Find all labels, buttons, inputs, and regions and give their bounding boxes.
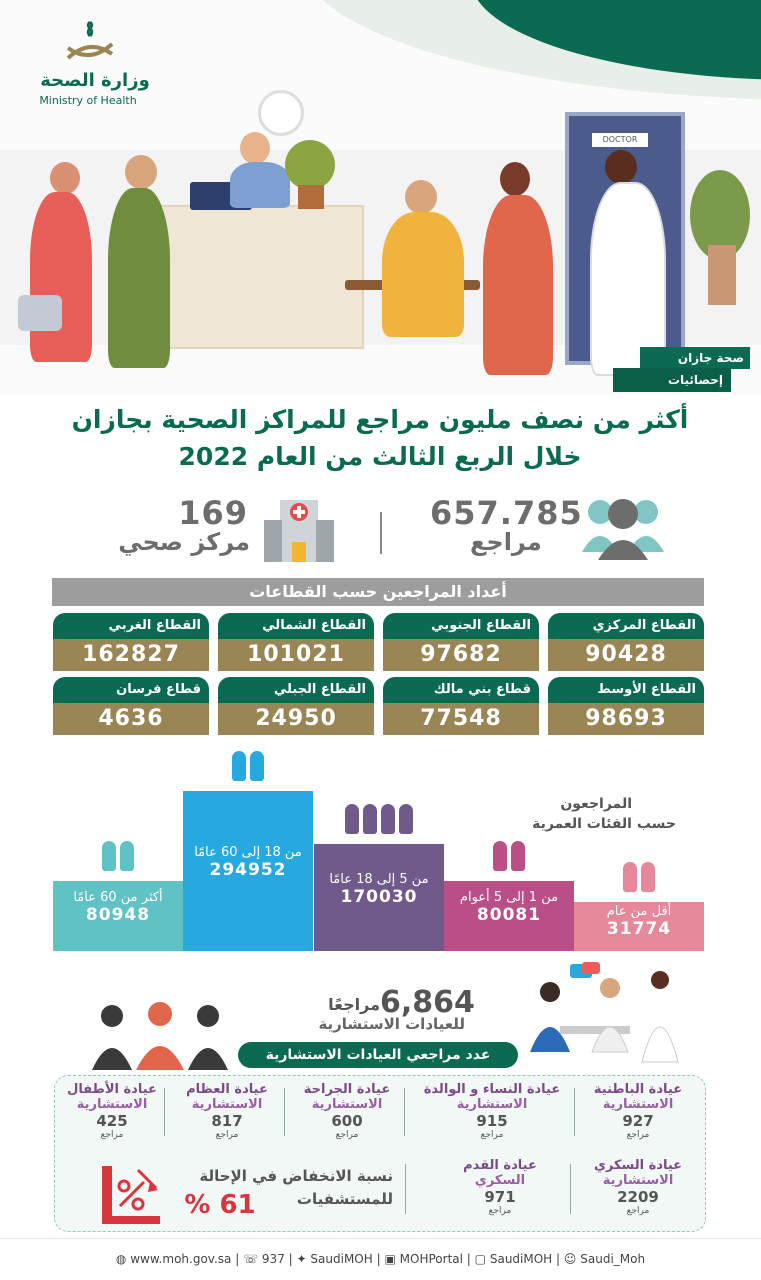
clinic-divider: [404, 1088, 405, 1136]
mother: [500, 162, 530, 196]
sector-value: 162827: [53, 639, 209, 671]
clinic-item: [578, 1158, 698, 1216]
clinic-name: عيادة الجراحة: [303, 1082, 391, 1097]
plant-icon: [285, 140, 335, 190]
sector-value: 97682: [383, 639, 539, 671]
age-group-icon: [53, 841, 183, 875]
sector-label: القطاع المركزي: [548, 613, 704, 639]
clinic-name-2: الاستشارية: [311, 1097, 383, 1112]
clinic-name: عيادة السكري: [593, 1158, 683, 1173]
logo-english: Ministry of Health: [39, 94, 137, 107]
elderly-man: [405, 180, 437, 214]
clinic-unit: مراجع: [480, 1130, 504, 1140]
clinics-section-title: عدد مراجعي العيادات الاستشارية: [238, 1042, 518, 1068]
person-icon: [381, 804, 395, 834]
age-bar: [444, 881, 574, 951]
clinic-divider: [574, 1088, 575, 1136]
person-icon: [363, 804, 377, 834]
portal-icon: ▣: [384, 1252, 396, 1266]
clinic-name-2: الاستشارية: [456, 1097, 528, 1112]
footer-sep: |: [235, 1252, 240, 1266]
plant-pot: [708, 245, 736, 305]
clinic-value: 971: [484, 1188, 516, 1206]
sector-label: قطاع فرسان: [53, 677, 209, 703]
clinic-unit: مراجع: [626, 1130, 650, 1140]
clinic-unit: مراجع: [335, 1130, 359, 1140]
receptionist-body: [230, 162, 290, 208]
age-bar-label: أكثر من 60 عامًا: [73, 890, 163, 905]
clinic-unit: مراجع: [215, 1130, 239, 1140]
clinic-item: [168, 1082, 286, 1140]
door-label: DOCTOR: [592, 133, 648, 147]
footer-portal[interactable]: MOHPortal: [399, 1252, 463, 1266]
clinic-item: [408, 1082, 576, 1140]
clinic-divider: [405, 1164, 406, 1214]
clinic-divider: [164, 1088, 165, 1136]
page-subtitle: خلال الربع الثالث من العام 2022: [178, 442, 582, 471]
clinic-value: 600: [331, 1112, 363, 1130]
clinic-value: 2209: [617, 1188, 659, 1206]
age-bar: [314, 844, 444, 951]
nurse-body: [30, 192, 92, 362]
age-group-icon: [183, 751, 313, 785]
age-bar: [183, 791, 313, 951]
age-bar-value: 31774: [606, 919, 672, 939]
footer-sep: |: [376, 1252, 381, 1266]
sector-value: 90428: [548, 639, 704, 671]
clinic-value: 915: [476, 1112, 508, 1130]
clinic-item: [288, 1082, 406, 1140]
clinic-value: 425: [96, 1112, 128, 1130]
clinic-unit: مراجع: [488, 1206, 512, 1216]
referral-label: نسبة الانخفاض في الإحالة: [199, 1167, 393, 1185]
person-icon: [641, 862, 655, 892]
person-icon: [511, 841, 525, 871]
nurse: [50, 162, 80, 194]
region-tag: صحة جازان: [640, 347, 750, 369]
sector-value: 24950: [218, 703, 374, 735]
age-bar-value: 170030: [340, 887, 418, 907]
sector-label: القطاع الجنوبي: [383, 613, 539, 639]
sector-value: 4636: [53, 703, 209, 735]
hospital-icon: [262, 494, 336, 562]
sector-value: 101021: [218, 639, 374, 671]
stats-divider: [380, 512, 382, 554]
clinic-name: عيادة العظام: [186, 1082, 268, 1097]
clinic-item: [58, 1082, 166, 1140]
mother-body: [483, 195, 553, 375]
footer-twitter[interactable]: SaudiMOH: [310, 1252, 373, 1266]
medical-bag: [18, 295, 62, 331]
person-icon: [102, 841, 116, 871]
age-bar: [574, 902, 704, 951]
clinic-unit: مراجع: [626, 1206, 650, 1216]
sector-value: 98693: [548, 703, 704, 735]
clinic-divider: [284, 1088, 285, 1136]
clinic-name-2: الاستشارية: [191, 1097, 263, 1112]
person-icon: [345, 804, 359, 834]
phone-icon: ☏: [243, 1252, 259, 1266]
globe-icon: ◍: [115, 1252, 127, 1266]
footer-sep: |: [288, 1252, 293, 1266]
receptionist: [240, 132, 270, 164]
sector-label: القطاع الجبلي: [218, 677, 374, 703]
sector-label: قطاع بني مالك: [383, 677, 539, 703]
plant-pot: [298, 185, 324, 209]
sector-label: القطاع الأوسط: [548, 677, 704, 703]
page-title: أكثر من نصف مليون مراجع للمراكز الصحية بجازان: [71, 405, 689, 434]
sector-label: القطاع الشمالي: [218, 613, 374, 639]
person-icon: [250, 751, 264, 781]
clinic-item: [440, 1158, 560, 1216]
reception-desk: [150, 205, 364, 349]
clinic-name-2: السكري: [474, 1173, 526, 1188]
footer-sep: |: [556, 1252, 561, 1266]
footer-phone[interactable]: 937: [261, 1252, 285, 1266]
person-icon: [623, 862, 637, 892]
visitors-icon: [578, 492, 668, 562]
person-icon: [120, 841, 134, 871]
age-bar-value: 80081: [476, 905, 542, 925]
clinic-value: 927: [622, 1112, 654, 1130]
clinic-total-unit: مراجعًا: [328, 995, 380, 1014]
clinic-name: عيادة القدم: [463, 1158, 537, 1173]
clinic-divider: [570, 1164, 571, 1214]
clinic-name-2: الاستشارية: [602, 1173, 674, 1188]
visitors-label: مراجع: [470, 528, 542, 556]
clinic-total-desc: للعيادات الاستشارية: [318, 1015, 465, 1033]
age-group-icon: [574, 862, 704, 896]
clinic-name: عيادة الباطنية: [593, 1082, 683, 1097]
stats-tag: إحصائيات: [613, 368, 731, 392]
age-bar-value: 80948: [85, 905, 151, 925]
clinic-name-2: الاستشارية: [76, 1097, 148, 1112]
age-group-icon: [314, 804, 444, 838]
age-chart-subtitle: حسب الفئات العمرية: [532, 816, 676, 832]
clinic-item: [578, 1082, 698, 1140]
clinic-name: عيادة النساء و الوالدة: [423, 1082, 561, 1097]
footer: [0, 1245, 761, 1273]
team-icon: [90, 1000, 230, 1070]
sector-label: القطاع الغربي: [53, 613, 209, 639]
clinic-name: عيادة الأطفال: [67, 1082, 157, 1097]
age-bar-label: من 18 إلى 60 عامًا: [194, 845, 302, 860]
referral-value: % 61: [184, 1190, 256, 1220]
clinic-total-value: 6,864: [380, 985, 475, 1020]
person-icon: [399, 804, 413, 834]
snapchat-icon: ☺: [563, 1252, 577, 1266]
clinic-value: 817: [211, 1112, 243, 1130]
age-bar-label: من 1 إلى 5 أعوام: [459, 890, 559, 905]
doctor: [605, 150, 637, 184]
moh-logo-icon: [58, 18, 122, 68]
age-bar: [53, 881, 183, 951]
age-bar-value: 294952: [209, 860, 287, 880]
clinic-unit: مراجع: [100, 1130, 124, 1140]
footer-snapchat[interactable]: Saudi_Moh: [580, 1252, 646, 1266]
patient-body: [108, 188, 170, 368]
clinic-illustration: [520, 962, 680, 1070]
facebook-icon: ▢: [474, 1252, 487, 1266]
sectors-title: أعداد المراجعين حسب القطاعات: [52, 578, 704, 606]
person-icon: [493, 841, 507, 871]
age-group-icon: [444, 841, 574, 875]
age-bar-label: من 5 إلى 18 عامًا: [329, 872, 429, 887]
age-chart-title: المراجعون: [560, 796, 632, 812]
footer-facebook[interactable]: SaudiMOH: [489, 1252, 553, 1266]
clinic-name-2: الاستشارية: [602, 1097, 674, 1112]
footer-website[interactable]: www.moh.gov.sa: [130, 1252, 232, 1266]
person-icon: [232, 751, 246, 781]
elderly-man-body: [382, 212, 464, 337]
footer-sep: |: [466, 1252, 471, 1266]
decline-chart-icon: [98, 1160, 164, 1226]
clock-icon: [258, 90, 304, 136]
sector-value: 77548: [383, 703, 539, 735]
footer-divider: [0, 1238, 761, 1239]
age-bar-label: أقل من عام: [606, 904, 672, 919]
twitter-icon: ✦: [296, 1252, 307, 1266]
centers-label: مركز صحي: [118, 528, 250, 556]
patient: [125, 155, 157, 189]
centers-value: 169: [178, 494, 248, 532]
logo-arabic: وزارة الصحة: [40, 70, 150, 91]
referral-label-2: للمستشفيات: [296, 1190, 393, 1208]
visitors-value: 657.785: [430, 494, 583, 532]
